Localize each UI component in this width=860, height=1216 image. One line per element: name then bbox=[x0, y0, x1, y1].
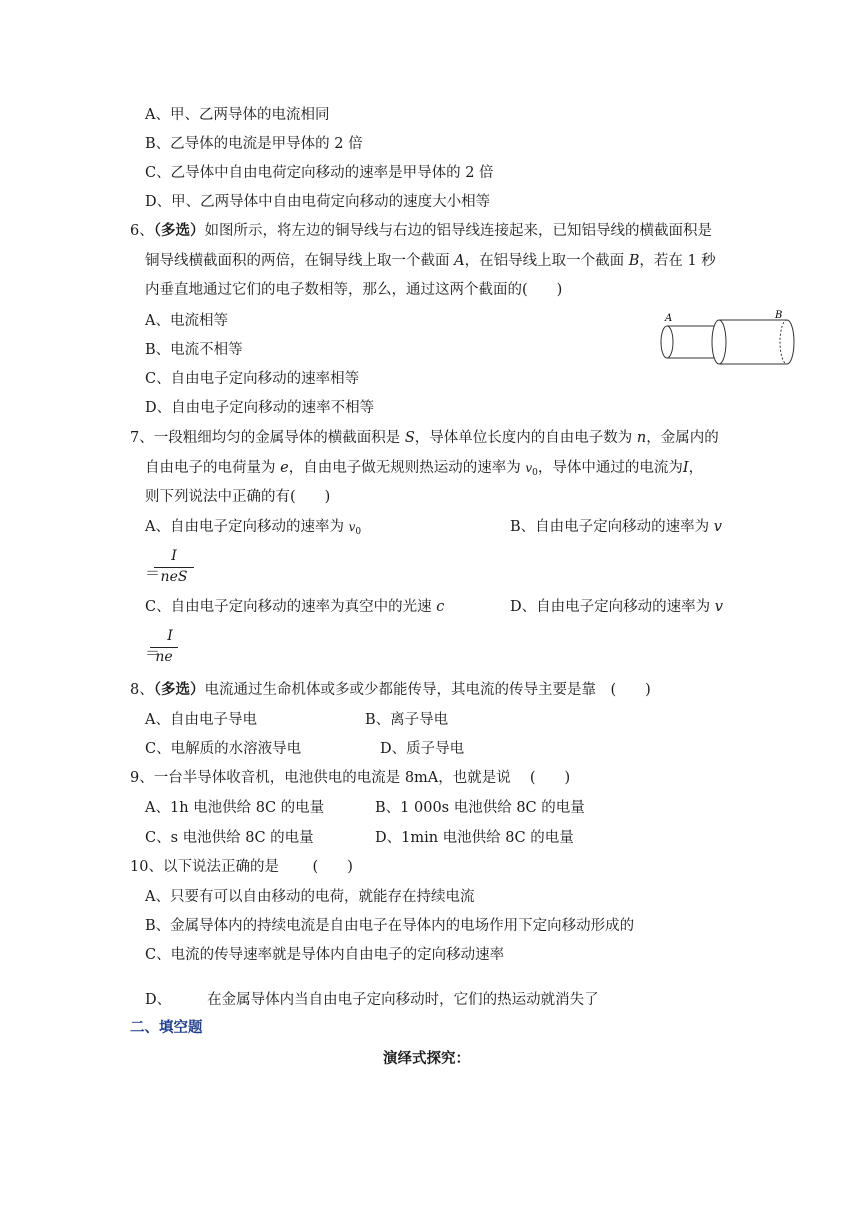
q7-option-b bbox=[510, 517, 722, 537]
frac-numerator: I bbox=[167, 628, 173, 644]
q7-d-equals: ＝ bbox=[145, 644, 161, 662]
q7-var-s: S bbox=[404, 430, 415, 446]
q7-var-v: v bbox=[713, 519, 722, 535]
q10-option-c: C、电流的传导速率就是导体内自由电子的定向移动速率 bbox=[145, 947, 505, 963]
q7-text: A、自由电子定向移动的速率为 bbox=[145, 519, 349, 535]
q5-option-a: A、甲、乙两导体的电流相同 bbox=[145, 107, 330, 123]
q7-text: ，金属内的 bbox=[646, 430, 719, 446]
q6-stem-line3: 内垂直地通过它们的电子数相等，那么，通过这两个截面的( ) bbox=[145, 282, 563, 298]
q9-option-a: A、1h 电池供给 8C 的电量 bbox=[145, 800, 325, 816]
q8-stem-text: 电流通过生命机体或多或少都能传导，其电流的传导主要是靠 ( ) bbox=[204, 682, 651, 698]
q9-stem: 9、一台半导体收音机，电池供电的电流是 8mA，也就是说 ( ) bbox=[130, 770, 571, 786]
q7-text: ，自由电子做无规则热运动的速率为 bbox=[288, 460, 526, 476]
q10-option-a: A、只要有可以自由移动的电荷，就能存在持续电流 bbox=[145, 889, 475, 905]
q7-stem-line2 bbox=[145, 458, 703, 483]
fig-label-a: A bbox=[665, 313, 673, 324]
q7-var-v: v bbox=[525, 461, 533, 475]
q8-option-a: A、自由电子导电 bbox=[145, 712, 257, 728]
q8-option-b: B、离子导电 bbox=[365, 712, 449, 728]
q6-option-a: A、电流相等 bbox=[145, 313, 228, 329]
q7-option-c bbox=[145, 597, 444, 617]
q7-text: B、自由电子定向移动的速率为 bbox=[510, 519, 714, 535]
q8-option-c: C、电解质的水溶液导电 bbox=[145, 741, 302, 757]
q6-text: ，在铝导线上取一个截面 bbox=[464, 253, 629, 269]
q7-b-fraction bbox=[154, 548, 194, 588]
frac-denominator: ne bbox=[155, 649, 173, 665]
fig-label-b: B bbox=[775, 310, 783, 321]
q6-stem-line1 bbox=[130, 221, 712, 241]
q7-text: ，导体单位长度内的自由电子数为 bbox=[414, 430, 637, 446]
q9-option-b: B、1 000s 电池供给 8C 的电量 bbox=[375, 800, 585, 816]
frac-denominator: neS bbox=[160, 569, 188, 585]
q7-var-i: I bbox=[682, 460, 689, 476]
section-heading: 二、填空题 bbox=[130, 1020, 203, 1036]
q7-subscript: 0 bbox=[355, 527, 362, 537]
q7-subscript: 0 bbox=[532, 468, 538, 478]
q6-var-a: A bbox=[454, 253, 465, 269]
q7-var-e: e bbox=[280, 460, 289, 476]
q9-option-c: C、s 电池供给 8C 的电量 bbox=[145, 830, 314, 846]
q7-option-d bbox=[510, 597, 723, 617]
q5-option-b: B、乙导体的电流是甲导体的 2 倍 bbox=[145, 136, 363, 152]
q6-stem-line2 bbox=[145, 251, 716, 271]
q7-text: ，导体中通过的电流为 bbox=[537, 460, 683, 476]
frac-bar bbox=[154, 567, 194, 568]
frac-numerator: I bbox=[171, 548, 177, 564]
q8-stem bbox=[130, 680, 651, 700]
q8-multi-tag: （多选） bbox=[153, 681, 205, 698]
wire-diagram bbox=[655, 308, 805, 368]
q7-text: 自由电子的电荷量为 bbox=[145, 460, 281, 476]
q5-option-c: C、乙导体中自由电荷定向移动的速率是甲导体的 2 倍 bbox=[145, 165, 494, 181]
q6-stem-text: 如图所示，将左边的铜导线与右边的铝导线连接起来，已知铝导线的横截面积是 bbox=[204, 223, 712, 239]
q7-stem-line1 bbox=[130, 428, 719, 448]
q6-option-c: C、自由电子定向移动的速率相等 bbox=[145, 371, 360, 387]
q7-var-c: c bbox=[436, 599, 445, 615]
q7-var-v: v bbox=[348, 520, 356, 534]
q6-option-d: D、自由电子定向移动的速率不相等 bbox=[145, 400, 375, 416]
frac-bar bbox=[150, 647, 178, 648]
q6-option-b: B、电流不相等 bbox=[145, 342, 243, 358]
q7-var-v: v bbox=[714, 599, 723, 615]
q10-option-d bbox=[145, 990, 599, 1010]
q7-var-n: n bbox=[636, 430, 647, 446]
q6-text: ，若在 1 秒 bbox=[639, 253, 716, 269]
q7-option-a bbox=[145, 517, 361, 542]
q10-option-b: B、金属导体内的持续电流是自由电子在导体内的电场作用下定向移动形成的 bbox=[145, 918, 635, 934]
subsection-title: 演绎式探究： bbox=[383, 1051, 470, 1067]
q10-d-text: 在金属导体内当自由电子定向移动时，它们的热运动就消失了 bbox=[207, 992, 599, 1008]
q5-option-d: D、甲、乙两导体中自由电荷定向移动的速度大小相等 bbox=[145, 194, 491, 210]
q9-option-d: D、1min 电池供给 8C 的电量 bbox=[375, 830, 574, 846]
q6-number: 6、 bbox=[130, 223, 154, 239]
q10-stem: 10、以下说法正确的是 ( ) bbox=[130, 859, 353, 875]
q7-text: 7、一段粗细均匀的金属导体的横截面积是 bbox=[130, 430, 405, 446]
q6-multi-tag: （多选） bbox=[153, 222, 205, 239]
q7-d-fraction bbox=[150, 628, 190, 668]
q7-text: D、自由电子定向移动的速率为 bbox=[510, 599, 715, 615]
q8-option-d: D、质子导电 bbox=[380, 741, 465, 757]
q7-text: ， bbox=[688, 460, 704, 476]
q6-text: 铜导线横截面积的两倍，在铜导线上取一个截面 bbox=[145, 253, 455, 269]
q7-stem-line3: 则下列说法中正确的有( ) bbox=[145, 489, 331, 505]
q6-var-b: B bbox=[628, 253, 640, 269]
q7-b-equals: ＝ bbox=[145, 564, 161, 582]
q7-text: C、自由电子定向移动的速率为真空中的光速 bbox=[145, 599, 437, 615]
q10-d-label: D、 bbox=[145, 992, 172, 1008]
q8-number: 8、 bbox=[130, 682, 154, 698]
